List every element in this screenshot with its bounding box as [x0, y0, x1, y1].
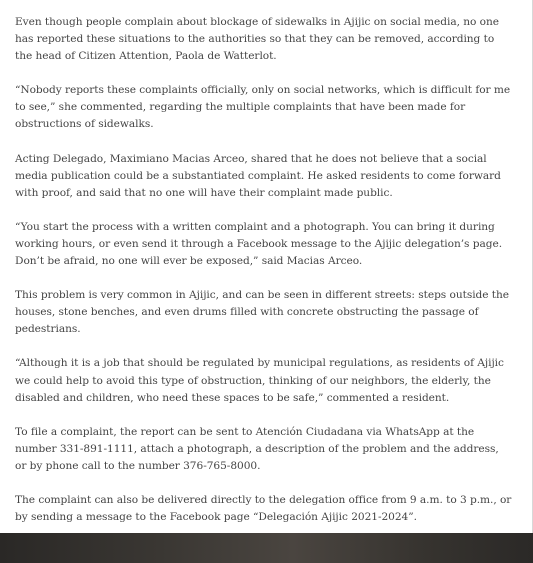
footer-bar: [0, 533, 533, 563]
article-paragraph: The complaint can also be delivered directly to the delegation office from 9 a.m. to 3 p.m., or by sending a message to the Facebook page “Delegación Ajijic 2021-2024”.: [15, 493, 512, 524]
article-body: [15, 14, 513, 560]
article-paragraph: “Although it is a job that should be regulated by municipal regulations, as residents of Ajijic we could help to avoid this type of obstruction, thinking of our neighbors, the elderly, the disabled and children, who need these spaces to be safe,” commented a resident.: [15, 357, 504, 404]
article-paragraph: This problem is very common in Ajijic, and can be seen in different streets: steps outside the houses, stone benches, and even drums filled with concrete obstructing the passage of pedestrians.: [15, 289, 510, 336]
article-paragraph: “You start the process with a written complaint and a photograph. You can bring it during working hours, or even send it through a Facebook message to the Ajijic delegation’s page. Don’t be afraid, no one will ever be exposed,” said Macias Arceo.: [15, 220, 503, 268]
article-paragraph: To file a complaint, the report can be sent to Atención Ciudadana via WhatsApp at the number 331-891-1111, attach a photograph, a description of the problem and the address, or by phone call to the number 376-765-8000.: [15, 425, 499, 472]
article-paragraph: Even though people complain about blockage of sidewalks in Ajijic on social media, no one has reported these situations to the authorities so that they can be removed, according to the head of Citizen Attention, Paola de Watterlot.: [15, 16, 499, 63]
article-paragraph: “Nobody reports these complaints officially, only on social networks, which is difficult for me to see,” she commented, regarding the multiple complaints that have been made for obstructions of sidewalks.: [15, 84, 511, 131]
article-paragraph: Acting Delegado, Maximiano Macias Arceo, shared that he does not believe that a social media publication could be a substantiated complaint. He asked residents to come forward with proof, and said that no one will have their complaint made public.: [15, 152, 501, 199]
